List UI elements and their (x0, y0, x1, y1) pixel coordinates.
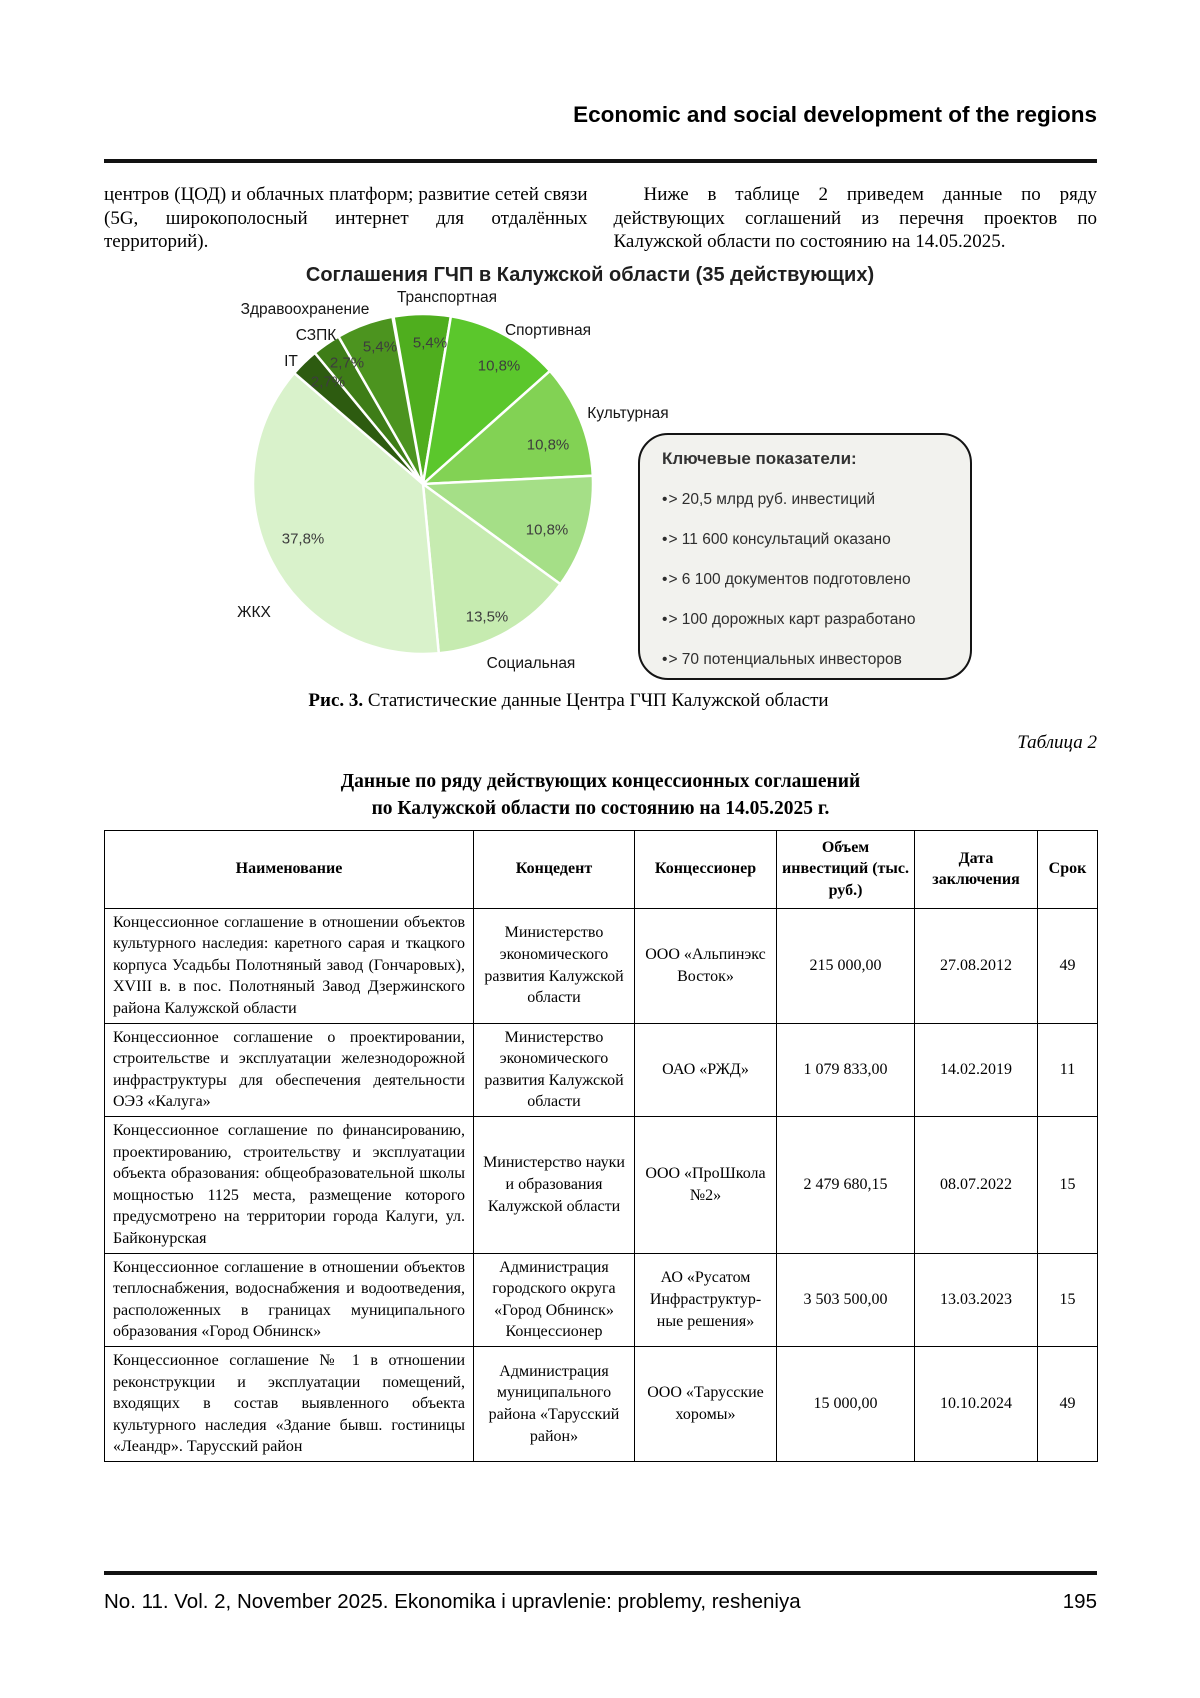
journal-header: Economic and social development of the regions (573, 102, 1097, 127)
cell-date: 10.10.2024 (915, 1346, 1038, 1461)
cell-concessionaire: ООО «ПроШкола №2» (635, 1117, 777, 1254)
cell-concedent: Администрация городского округа «Город Обнинск» Концессионер (474, 1253, 635, 1346)
bullet-icon: • (662, 490, 668, 508)
key-box-item-text: > 70 потенциальных инвесторов (668, 650, 902, 668)
cell-date: 14.02.2019 (915, 1023, 1038, 1116)
column-header-date: Дата заключения (915, 830, 1038, 908)
pie-label-housing: ЖКХ (237, 603, 271, 621)
bullet-icon: • (662, 530, 668, 548)
key-box-item (662, 650, 956, 669)
cell-term: 11 (1038, 1023, 1098, 1116)
key-box-item-text: > 100 дорожных карт разработано (668, 610, 916, 628)
table-row (105, 1023, 1098, 1116)
figure-caption-text: Статистические данные Центра ГЧП Калужской области (367, 689, 829, 711)
key-box-item (662, 570, 956, 589)
table-title-line1: Данные по ряду действующих концессионных соглашений (340, 770, 861, 792)
pie-label-it: IT (284, 352, 298, 370)
key-box-item (662, 610, 956, 629)
pie-label-szpk: СЗПК (295, 326, 337, 344)
key-indicators-box (638, 433, 972, 680)
cell-date: 13.03.2023 (915, 1253, 1038, 1346)
pie-pct-szpk: 2,7% (329, 354, 365, 372)
cell-investment: 15 000,00 (777, 1346, 915, 1461)
intro-text-columns (104, 183, 1097, 254)
cell-date: 08.07.2022 (915, 1117, 1038, 1254)
agreements-table (104, 830, 1098, 1462)
pie-pct-it: 2,7% (310, 373, 346, 391)
bullet-icon: • (662, 650, 668, 668)
cell-term: 49 (1038, 908, 1098, 1023)
column-header-name: Наименование (105, 830, 474, 908)
cell-term: 15 (1038, 1253, 1098, 1346)
cell-name: Концессионное соглашение о проектировании, строительстве и эксплуатации железнодорожной инфраструктуры для обеспечения деятельности ОЭЗ «Калуга» (105, 1023, 474, 1116)
column-header-investment: Объем инвестиций (тыс. руб.) (777, 830, 915, 908)
key-box-list (662, 490, 956, 669)
pie-pct-unlabeled: 10,8% (525, 521, 569, 539)
cell-concedent: Министерство экономического развития Калужской области (474, 1023, 635, 1116)
cell-concedent: Министерство экономического развития Калужской области (474, 908, 635, 1023)
pie-label-culture: Культурная (587, 404, 669, 422)
bullet-icon: • (662, 610, 668, 628)
cell-concedent: Министерство науки и образования Калужской области (474, 1117, 635, 1254)
header-rule (104, 159, 1097, 163)
cell-name: Концессионное соглашение № 1 в отношении реконструкции и эксплуатации помещений, входящих в состав выявленного объекта культурного наследия «Здание бывш. гостиницы «Леандр». Тарусский район (105, 1346, 474, 1461)
cell-concessionaire: ОАО «РЖД» (635, 1023, 777, 1116)
footer-page-number: 195 (1062, 1590, 1097, 1613)
cell-investment: 215 000,00 (777, 908, 915, 1023)
table-row (105, 908, 1098, 1023)
figure-block (104, 254, 1097, 688)
cell-name: Концессионное соглашение по финансированию, проектированию, строительству и эксплуатации объекта образования: общеобразовательной школы мощностью 1125 места, размещение которого предусмотрено на территории города Калуги, ул. Байконурская (105, 1117, 474, 1254)
column-header-term: Срок (1038, 830, 1098, 908)
footer-rule (104, 1571, 1097, 1575)
table-header-row (105, 830, 1098, 908)
table-row (105, 1253, 1098, 1346)
pie-pct-culture: 10,8% (526, 436, 570, 454)
cell-term: 49 (1038, 1346, 1098, 1461)
cell-term: 15 (1038, 1117, 1098, 1254)
cell-concessionaire: АО «Русатом Инфраструктурные решения» (635, 1253, 777, 1346)
table-row (105, 1346, 1098, 1461)
pie-pct-health: 5,4% (362, 338, 398, 356)
table-title (104, 768, 1097, 822)
cell-concessionaire: ООО «Тарусские хоромы» (635, 1346, 777, 1461)
page-footer (104, 1571, 1097, 1614)
table-label: Таблица 2 (1017, 731, 1097, 753)
cell-concedent: Администрация муниципального района «Тарусский район» (474, 1346, 635, 1461)
key-box-item (662, 530, 956, 549)
pie-pct-social: 13,5% (465, 608, 509, 626)
figure-caption-label: Рис. 3. (308, 689, 364, 711)
column-header-concessionaire: Концессионер (635, 830, 777, 908)
pie-chart (249, 310, 597, 658)
key-box-item-text: > 11 600 консультаций оказано (668, 530, 891, 548)
cell-investment: 2 479 680,15 (777, 1117, 915, 1254)
pie-label-health: Здравоохранение (240, 300, 370, 318)
cell-name: Концессионное соглашение в отношении объектов культурного наследия: каретного сарая и ткацкого корпуса Усадьбы Полотняный завод (Гончаровых), XVIII в. в пос. Полотняный Завод Дзержинского района Калужской области (105, 908, 474, 1023)
figure-caption (104, 688, 1033, 713)
intro-left-paragraph: центров (ЦОД) и облачных платформ; развитие сетей связи (5G, широкополосный интернет для отдалённых территорий). (104, 184, 588, 253)
bullet-icon: • (662, 570, 668, 588)
pie-pct-sport: 10,8% (477, 357, 521, 375)
intro-right-paragraph: Ниже в таблице 2 приведем данные по ряду действующих соглашений из перечня проектов по Калужской области по состоянию на 14.05.2025. (613, 184, 1097, 253)
table-row (105, 1117, 1098, 1254)
table-title-line2: по Калужской области по состоянию на 14.05.2025 г. (371, 797, 830, 819)
pie-label-sport: Спортивная (504, 321, 592, 339)
key-box-item-text: > 6 100 документов подготовлено (668, 570, 911, 588)
cell-date: 27.08.2012 (915, 908, 1038, 1023)
cell-name: Концессионное соглашение в отношении объектов теплоснабжения, водоснабжения и водоотведения, расположенных в границах муниципального образования «Город Обнинск» (105, 1253, 474, 1346)
key-box-item-text: > 20,5 млрд руб. инвестиций (668, 490, 876, 508)
footer-journal-info: No. 11. Vol. 2, November 2025. Ekonomika i upravlenie: problemy, resheniya (104, 1590, 801, 1613)
pie-pct-transport: 5,4% (412, 334, 448, 352)
cell-concessionaire: ООО «Альпинэкс Восток» (635, 908, 777, 1023)
column-header-concedent: Концедент (474, 830, 635, 908)
chart-title: Соглашения ГЧП в Калужской области (35 действующих) (305, 263, 875, 286)
cell-investment: 3 503 500,00 (777, 1253, 915, 1346)
key-box-title: Ключевые показатели: (662, 448, 857, 468)
pie-label-social: Социальная (486, 654, 576, 672)
key-box-item (662, 490, 956, 509)
cell-investment: 1 079 833,00 (777, 1023, 915, 1116)
pie-label-transport: Транспортная (396, 288, 498, 306)
pie-pct-housing: 37,8% (281, 530, 325, 548)
